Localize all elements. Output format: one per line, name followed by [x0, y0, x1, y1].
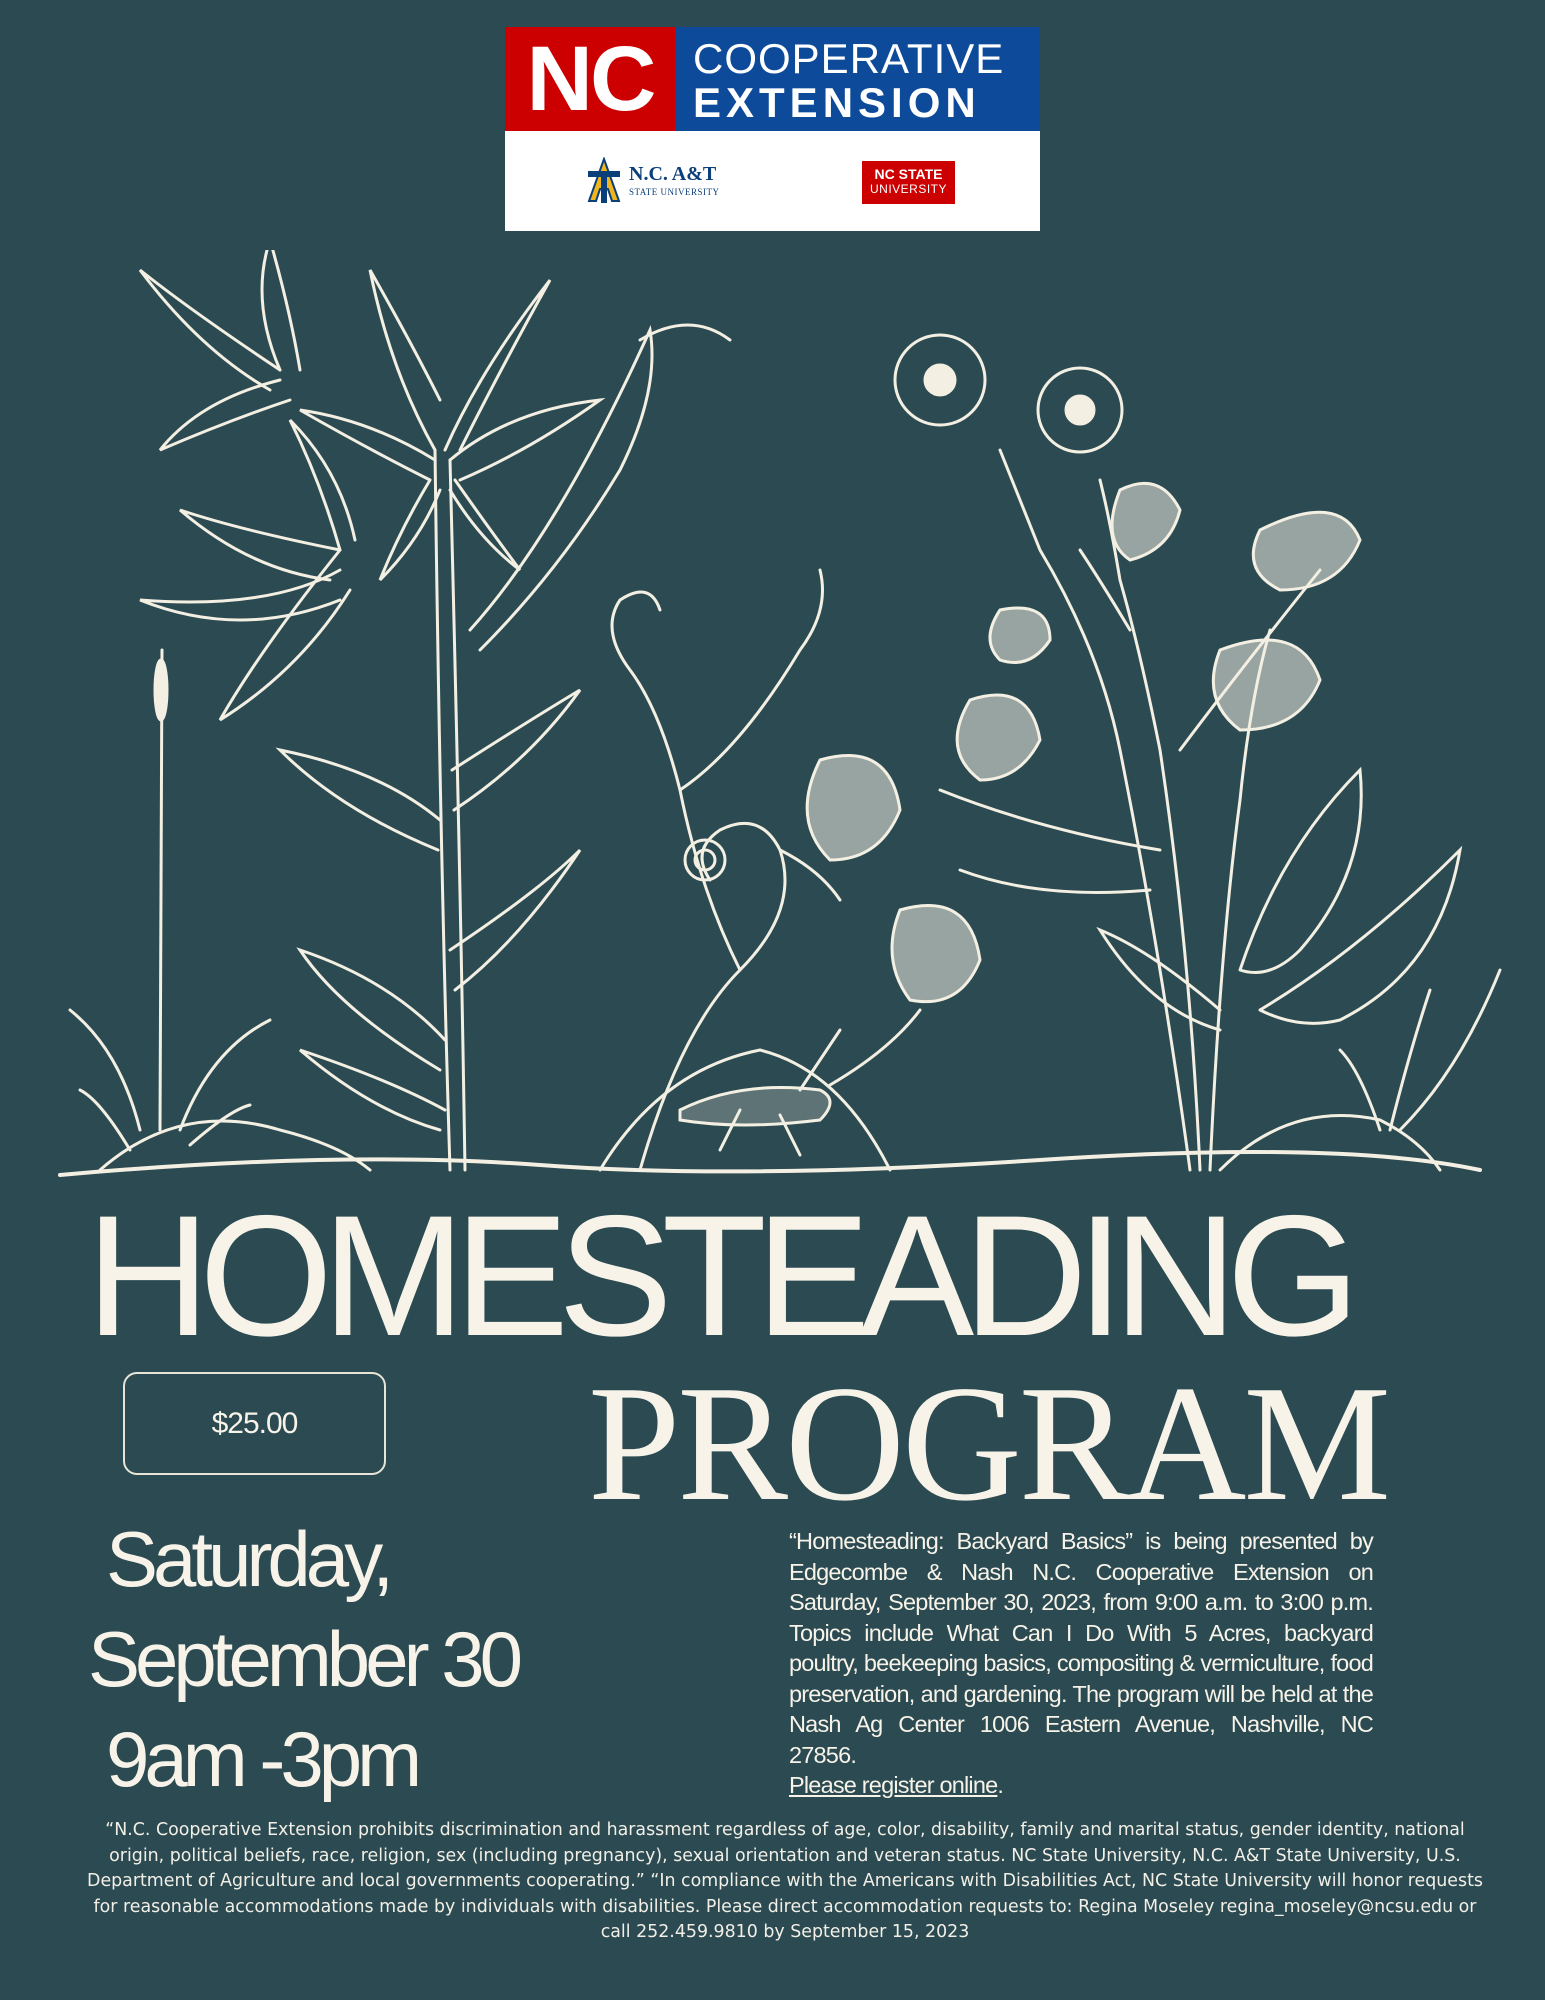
event-date: September 30: [88, 1615, 518, 1703]
ncat-logo: [585, 157, 745, 207]
ncstate-logo: [862, 161, 955, 204]
ncat-aggie-icon: [585, 157, 623, 203]
ncstate-line2: UNIVERSITY: [869, 182, 947, 196]
event-time: 9am -3pm: [106, 1715, 418, 1803]
page-title: HOMESTEADING: [86, 1180, 1350, 1372]
event-day: Saturday,: [106, 1515, 390, 1603]
event-description: [789, 1526, 1373, 1801]
nc-cooperative-extension-logo: [505, 27, 1040, 231]
ncstate-line1: NC STATE: [874, 166, 943, 182]
description-body: “Homesteading: Backyard Basics” is being presented by Edgecombe & Nash N.C. Cooperative Extension on Saturday, September 30, 2023, from 9:00 a.m. to 3:00 p.m. Topics include What Can I Do With 5 Acres, backyard poultry, beekeeping basics, compositing & vermiculture, food preservation, and gardening. The program will be held at the Nash Ag Center 1006 Eastern Avenue, Nashville, NC 27856.: [789, 1528, 1373, 1768]
page-subtitle: PROGRAM: [588, 1351, 1389, 1535]
botanical-engraving-illustration: [40, 250, 1510, 1185]
logo-line-extension: EXTENSION: [693, 79, 981, 126]
link-suffix: .: [997, 1772, 1004, 1798]
ncat-subtitle: STATE UNIVERSITY: [629, 187, 720, 197]
logo-line-cooperative: COOPERATIVE: [693, 35, 1005, 82]
ncat-name: N.C. A&T: [629, 163, 717, 185]
nondiscrimination-statement: “N.C. Cooperative Extension prohibits discrimination and harassment regardless of age, color, disability, family and marital status, gender identity, national origin, political beliefs, race, religion, sex (including pregnancy), sexual orientation and veteran status. NC State University, N.C. A&T State University, U.S. Department of Agriculture and local governments cooperating.” “In compliance with the Americans with Disabilities Act, NC State University will honor requests for reasonable accommodations made by individuals with disabilities. Please direct accommodation requests to: Regina Moseley regina_moseley@ncsu.edu or call 252.459.9810 by September 15, 2023: [87, 1820, 1483, 1942]
logo-extension-block: [675, 27, 1040, 131]
event-datetime: [88, 1515, 518, 1803]
logo-banner: [505, 27, 1040, 131]
logo-nc-mark: NC: [505, 27, 675, 131]
register-online-link[interactable]: Please register online: [789, 1772, 998, 1798]
price-badge: $25.00: [123, 1372, 386, 1475]
